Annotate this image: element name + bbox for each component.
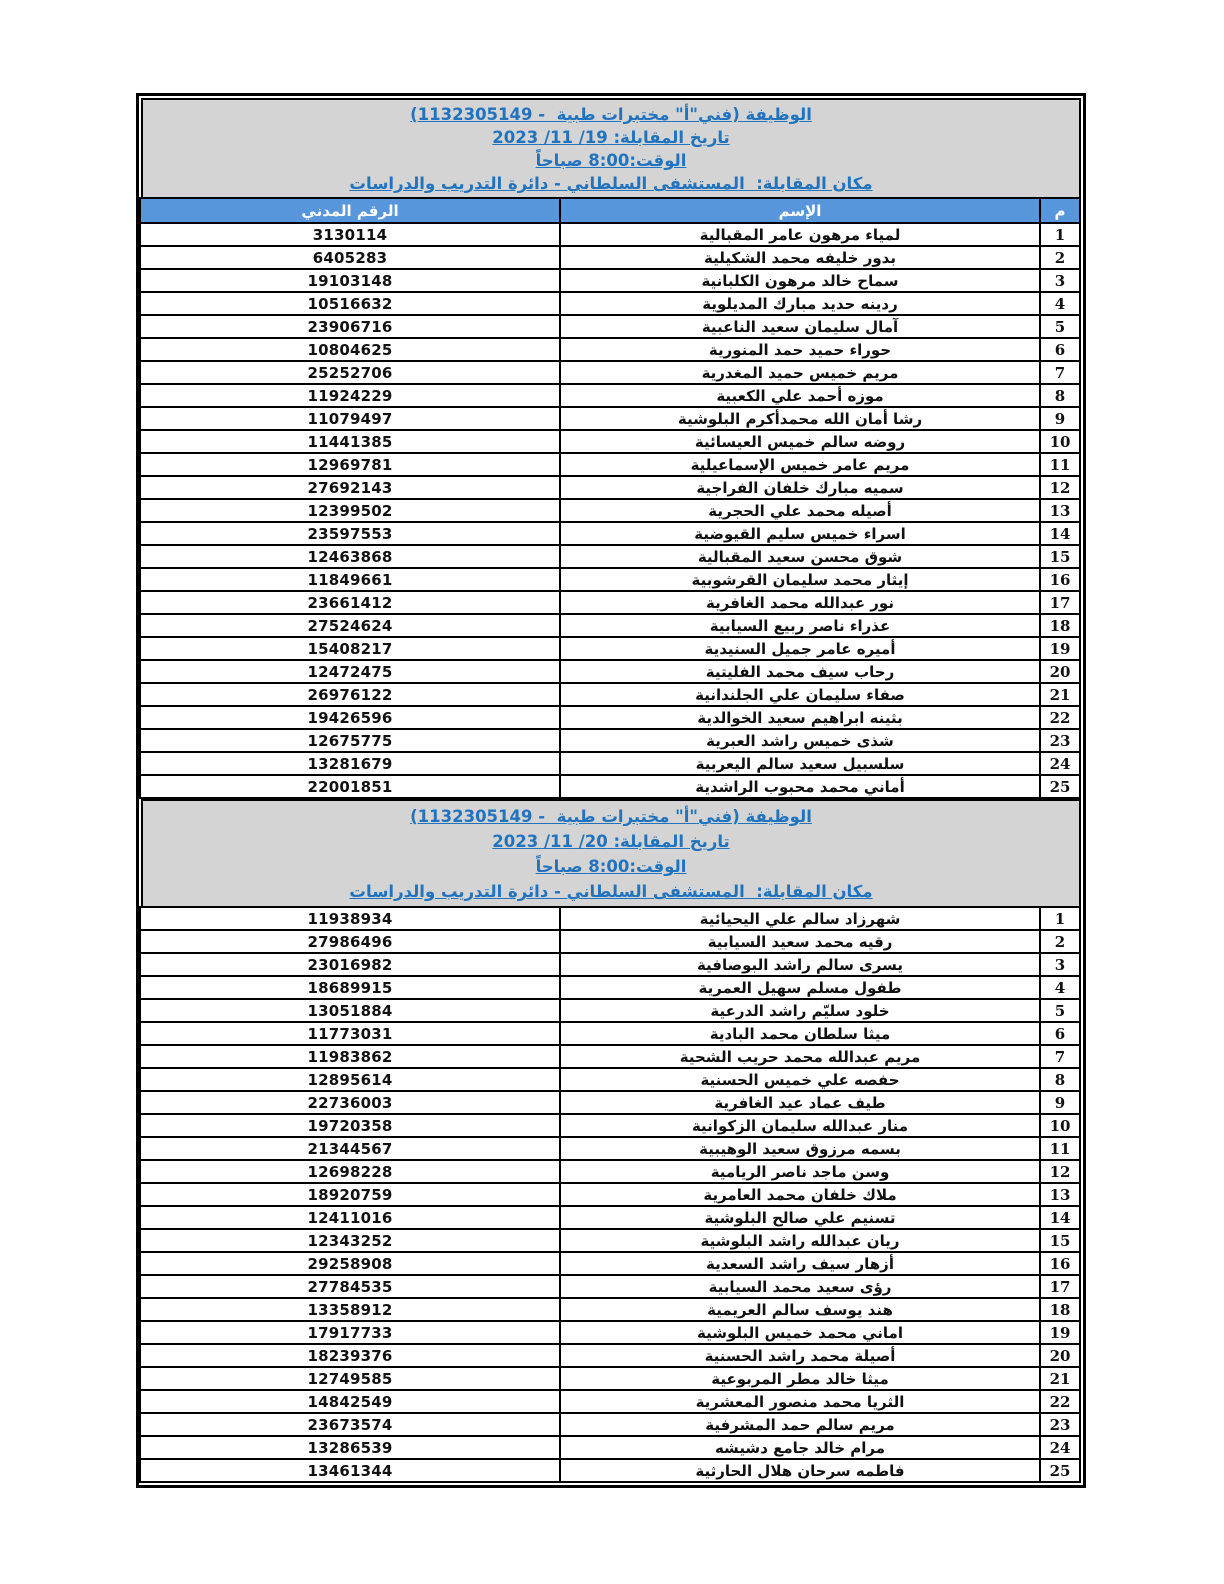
row-number-cell: 22 (1040, 1390, 1080, 1413)
row-number-cell: 15 (1040, 545, 1080, 568)
civil-id-cell: 19426596 (140, 706, 560, 729)
civil-id-cell: 19103148 (140, 269, 560, 292)
table-row (140, 1344, 1080, 1367)
table-row (140, 1413, 1080, 1436)
table-row (140, 338, 1080, 361)
table-row (140, 476, 1080, 499)
table-row (140, 1390, 1080, 1413)
applicant-name-cell: مريم خميس حميد المغدرية (560, 361, 1040, 384)
civil-id-cell: 11773031 (140, 1022, 560, 1045)
applicant-name-cell: أصيلة محمد راشد الحسنية (560, 1344, 1040, 1367)
row-number-cell: 4 (1040, 292, 1080, 315)
row-number-cell: 5 (1040, 999, 1080, 1022)
applicant-name-cell: رؤى سعيد محمد السيابية (560, 1275, 1040, 1298)
interview-time: الوقت:8:00 صباحاً (535, 857, 687, 876)
applicants-table (139, 197, 1081, 799)
interview-schedule-document (136, 93, 1086, 1488)
table-row (140, 292, 1080, 315)
row-number-cell: 10 (1040, 430, 1080, 453)
civil-id-cell: 21344567 (140, 1137, 560, 1160)
row-number-cell: 25 (1040, 1459, 1080, 1482)
applicant-name-cell: ردينه حديد مبارك المديلوية (560, 292, 1040, 315)
row-number-cell: 9 (1040, 407, 1080, 430)
civil-id-cell: 23906716 (140, 315, 560, 338)
interview-date: تاريخ المقابلة: 20/ 11/ 2023 (492, 832, 730, 851)
applicant-name-cell: أميره عامر جميل السنيدية (560, 637, 1040, 660)
civil-id-cell: 10804625 (140, 338, 560, 361)
applicant-name-cell: نور عبدالله محمد الغافرية (560, 591, 1040, 614)
civil-id-cell: 18689915 (140, 976, 560, 999)
row-number-cell: 7 (1040, 361, 1080, 384)
civil-id-cell: 27524624 (140, 614, 560, 637)
interview-section-1 (141, 98, 1081, 799)
row-number-cell: 8 (1040, 1068, 1080, 1091)
applicant-name-cell: حوراء حميد حمد المنورية (560, 338, 1040, 361)
applicant-name-cell: شهرزاد سالم علي اليحيائية (560, 907, 1040, 930)
civil-id-cell: 14842549 (140, 1390, 560, 1413)
civil-id-cell: 13461344 (140, 1459, 560, 1482)
civil-id-cell: 13358912 (140, 1298, 560, 1321)
table-row (140, 1091, 1080, 1114)
civil-id-cell: 10516632 (140, 292, 560, 315)
applicant-name-cell: آمال سليمان سعيد الناعبية (560, 315, 1040, 338)
applicant-name-cell: سماح خالد مرهون الكلبانية (560, 269, 1040, 292)
applicant-name-cell: لمياء مرهون عامر المقبالية (560, 223, 1040, 246)
applicant-name-cell: حفصه علي خميس الحسنية (560, 1068, 1040, 1091)
row-number-cell: 16 (1040, 568, 1080, 591)
job-title: الوظيفة (فني"أ" مختبرات طبية - 1132305149) (410, 105, 812, 124)
row-number-cell: 8 (1040, 384, 1080, 407)
applicant-name-cell: مرام خالد جامع دشيشه (560, 1436, 1040, 1459)
applicant-name-cell: شذى خميس راشد العبرية (560, 729, 1040, 752)
table-row (140, 591, 1080, 614)
civil-id-cell: 25252706 (140, 361, 560, 384)
civil-id-cell: 23016982 (140, 953, 560, 976)
row-number-cell: 3 (1040, 269, 1080, 292)
table-row (140, 637, 1080, 660)
civil-id-cell: 23673574 (140, 1413, 560, 1436)
applicant-name-cell: صفاء سليمان علي الجلندانية (560, 683, 1040, 706)
row-number-cell: 3 (1040, 953, 1080, 976)
table-row (140, 1298, 1080, 1321)
table-row (140, 315, 1080, 338)
table-row (140, 729, 1080, 752)
civil-id-cell: 11938934 (140, 907, 560, 930)
row-number-cell: 23 (1040, 1413, 1080, 1436)
row-number-cell: 2 (1040, 246, 1080, 269)
row-number-cell: 11 (1040, 453, 1080, 476)
column-header-name: الإسم (560, 198, 1040, 223)
civil-id-cell: 19720358 (140, 1114, 560, 1137)
civil-id-cell: 12463868 (140, 545, 560, 568)
civil-id-cell: 23597553 (140, 522, 560, 545)
table-row (140, 1114, 1080, 1137)
row-number-cell: 13 (1040, 499, 1080, 522)
applicant-name-cell: خلود سليّم راشد الدرعية (560, 999, 1040, 1022)
applicant-name-cell: طفول مسلم سهيل العمرية (560, 976, 1040, 999)
civil-id-cell: 6405283 (140, 246, 560, 269)
civil-id-cell: 22001851 (140, 775, 560, 798)
row-number-cell: 12 (1040, 1160, 1080, 1183)
table-row (140, 775, 1080, 798)
civil-id-cell: 12343252 (140, 1229, 560, 1252)
row-number-cell: 13 (1040, 1183, 1080, 1206)
table-row (140, 907, 1080, 930)
applicant-name-cell: هند يوسف سالم العريمية (560, 1298, 1040, 1321)
applicant-name-cell: بدور خليفه محمد الشكيلية (560, 246, 1040, 269)
civil-id-cell: 29258908 (140, 1252, 560, 1275)
civil-id-cell: 18239376 (140, 1344, 560, 1367)
job-title: الوظيفة (فني"أ" مختبرات طبية - 1132305149) (410, 807, 812, 826)
civil-id-cell: 11983862 (140, 1045, 560, 1068)
row-number-cell: 25 (1040, 775, 1080, 798)
table-row (140, 361, 1080, 384)
table-row (140, 407, 1080, 430)
applicant-name-cell: مريم عامر خميس الإسماعيلية (560, 453, 1040, 476)
applicant-name-cell: مريم سالم حمد المشرفية (560, 1413, 1040, 1436)
applicant-name-cell: منار عبدالله سليمان الزكوانية (560, 1114, 1040, 1137)
table-row (140, 1436, 1080, 1459)
applicant-name-cell: تسنيم علي صالح البلوشية (560, 1206, 1040, 1229)
table-row (140, 976, 1080, 999)
applicant-name-cell: اماني محمد خميس البلوشية (560, 1321, 1040, 1344)
table-row (140, 1252, 1080, 1275)
applicant-name-cell: عذراء ناصر ربيع السيابية (560, 614, 1040, 637)
table-row (140, 223, 1080, 246)
table-row (140, 499, 1080, 522)
section-header (141, 799, 1081, 906)
civil-id-cell: 12399502 (140, 499, 560, 522)
row-number-cell: 17 (1040, 591, 1080, 614)
table-row (140, 453, 1080, 476)
row-number-cell: 20 (1040, 660, 1080, 683)
civil-id-cell: 15408217 (140, 637, 560, 660)
applicant-name-cell: طيف عماد عيد الغافرية (560, 1091, 1040, 1114)
table-row (140, 660, 1080, 683)
row-number-cell: 4 (1040, 976, 1080, 999)
applicant-name-cell: رشا أمان الله محمدأكرم البلوشية (560, 407, 1040, 430)
row-number-cell: 23 (1040, 729, 1080, 752)
table-row (140, 1229, 1080, 1252)
applicants-table (139, 906, 1081, 1483)
table-row (140, 384, 1080, 407)
table-row (140, 522, 1080, 545)
row-number-cell: 19 (1040, 1321, 1080, 1344)
table-row (140, 246, 1080, 269)
interview-time: الوقت:8:00 صباحاً (535, 151, 687, 170)
row-number-cell: 24 (1040, 752, 1080, 775)
civil-id-cell: 13286539 (140, 1436, 560, 1459)
row-number-cell: 14 (1040, 522, 1080, 545)
table-row (140, 1160, 1080, 1183)
row-number-cell: 7 (1040, 1045, 1080, 1068)
applicant-name-cell: إيثار محمد سليمان القرشوبية (560, 568, 1040, 591)
civil-id-cell: 11441385 (140, 430, 560, 453)
applicant-name-cell: مريم عبدالله محمد حريب الشحية (560, 1045, 1040, 1068)
table-row (140, 1022, 1080, 1045)
table-row (140, 1367, 1080, 1390)
applicant-name-cell: سلسبيل سعيد سالم اليعربية (560, 752, 1040, 775)
interview-location: مكان المقابلة: المستشفى السلطاني - دائرة التدريب والدراسات (349, 882, 873, 901)
table-row (140, 1459, 1080, 1482)
row-number-cell: 9 (1040, 1091, 1080, 1114)
civil-id-cell: 12472475 (140, 660, 560, 683)
row-number-cell: 18 (1040, 1298, 1080, 1321)
table-row (140, 1275, 1080, 1298)
applicant-name-cell: أزهار سيف راشد السعدية (560, 1252, 1040, 1275)
applicant-name-cell: الثريا محمد منصور المعشرية (560, 1390, 1040, 1413)
applicant-name-cell: اسراء خميس سليم القيوضية (560, 522, 1040, 545)
row-number-cell: 16 (1040, 1252, 1080, 1275)
table-row (140, 683, 1080, 706)
table-row (140, 1068, 1080, 1091)
section-header (141, 98, 1081, 197)
applicant-name-cell: ميثا سلطان محمد البادية (560, 1022, 1040, 1045)
row-number-cell: 24 (1040, 1436, 1080, 1459)
table-row (140, 999, 1080, 1022)
applicant-name-cell: شوق محسن سعيد المقبالية (560, 545, 1040, 568)
civil-id-cell: 13281679 (140, 752, 560, 775)
table-row (140, 752, 1080, 775)
applicant-name-cell: أصيله محمد علي الحجرية (560, 499, 1040, 522)
row-number-cell: 6 (1040, 1022, 1080, 1045)
table-row (140, 953, 1080, 976)
applicant-name-cell: ريان عبدالله راشد البلوشية (560, 1229, 1040, 1252)
table-row (140, 614, 1080, 637)
civil-id-cell: 3130114 (140, 223, 560, 246)
civil-id-cell: 13051884 (140, 999, 560, 1022)
table-row (140, 430, 1080, 453)
applicant-name-cell: سميه مبارك خلفان الفراجية (560, 476, 1040, 499)
applicant-name-cell: فاطمه سرحان هلال الحارثية (560, 1459, 1040, 1482)
interview-location: مكان المقابلة: المستشفى السلطاني - دائرة التدريب والدراسات (349, 174, 873, 193)
civil-id-cell: 11924229 (140, 384, 560, 407)
civil-id-cell: 18920759 (140, 1183, 560, 1206)
table-row (140, 1183, 1080, 1206)
table-row (140, 706, 1080, 729)
civil-id-cell: 12895614 (140, 1068, 560, 1091)
applicant-name-cell: رحاب سيف محمد الفليتية (560, 660, 1040, 683)
civil-id-cell: 27986496 (140, 930, 560, 953)
civil-id-cell: 12411016 (140, 1206, 560, 1229)
applicant-name-cell: رقيه محمد سعيد السيابية (560, 930, 1040, 953)
civil-id-cell: 27692143 (140, 476, 560, 499)
applicant-name-cell: ملاك خلفان محمد العامرية (560, 1183, 1040, 1206)
column-header-no: م (1040, 198, 1080, 223)
table-row (140, 930, 1080, 953)
table-row (140, 568, 1080, 591)
table-row (140, 1321, 1080, 1344)
civil-id-cell: 11079497 (140, 407, 560, 430)
table-row (140, 545, 1080, 568)
applicant-name-cell: روضه سالم خميس العيسائية (560, 430, 1040, 453)
civil-id-cell: 12698228 (140, 1160, 560, 1183)
table-row (140, 1045, 1080, 1068)
civil-id-cell: 12969781 (140, 453, 560, 476)
row-number-cell: 21 (1040, 1367, 1080, 1390)
interview-section-2 (141, 799, 1081, 1483)
interview-date: تاريخ المقابلة: 19/ 11/ 2023 (492, 128, 730, 147)
row-number-cell: 15 (1040, 1229, 1080, 1252)
civil-id-cell: 12749585 (140, 1367, 560, 1390)
civil-id-cell: 12675775 (140, 729, 560, 752)
row-number-cell: 10 (1040, 1114, 1080, 1137)
row-number-cell: 5 (1040, 315, 1080, 338)
civil-id-cell: 27784535 (140, 1275, 560, 1298)
applicant-name-cell: بثينه ابراهيم سعيد الخوالدية (560, 706, 1040, 729)
applicant-name-cell: وسن ماجد ناصر الريامية (560, 1160, 1040, 1183)
row-number-cell: 6 (1040, 338, 1080, 361)
column-header-row (140, 198, 1080, 223)
row-number-cell: 22 (1040, 706, 1080, 729)
row-number-cell: 18 (1040, 614, 1080, 637)
table-row (140, 1137, 1080, 1160)
row-number-cell: 1 (1040, 907, 1080, 930)
column-header-civil-id: الرقم المدني (140, 198, 560, 223)
row-number-cell: 11 (1040, 1137, 1080, 1160)
civil-id-cell: 26976122 (140, 683, 560, 706)
row-number-cell: 2 (1040, 930, 1080, 953)
row-number-cell: 12 (1040, 476, 1080, 499)
row-number-cell: 21 (1040, 683, 1080, 706)
applicant-name-cell: بسمه مرزوق سعيد الوهيبية (560, 1137, 1040, 1160)
row-number-cell: 14 (1040, 1206, 1080, 1229)
table-row (140, 1206, 1080, 1229)
row-number-cell: 19 (1040, 637, 1080, 660)
table-row (140, 269, 1080, 292)
row-number-cell: 20 (1040, 1344, 1080, 1367)
civil-id-cell: 17917733 (140, 1321, 560, 1344)
applicant-name-cell: ميثا خالد مطر المربوعية (560, 1367, 1040, 1390)
row-number-cell: 17 (1040, 1275, 1080, 1298)
applicant-name-cell: يسرى سالم راشد البوصافية (560, 953, 1040, 976)
civil-id-cell: 11849661 (140, 568, 560, 591)
civil-id-cell: 22736003 (140, 1091, 560, 1114)
applicant-name-cell: موزه أحمد علي الكعبية (560, 384, 1040, 407)
row-number-cell: 1 (1040, 223, 1080, 246)
civil-id-cell: 23661412 (140, 591, 560, 614)
applicant-name-cell: أماني محمد محبوب الراشدية (560, 775, 1040, 798)
